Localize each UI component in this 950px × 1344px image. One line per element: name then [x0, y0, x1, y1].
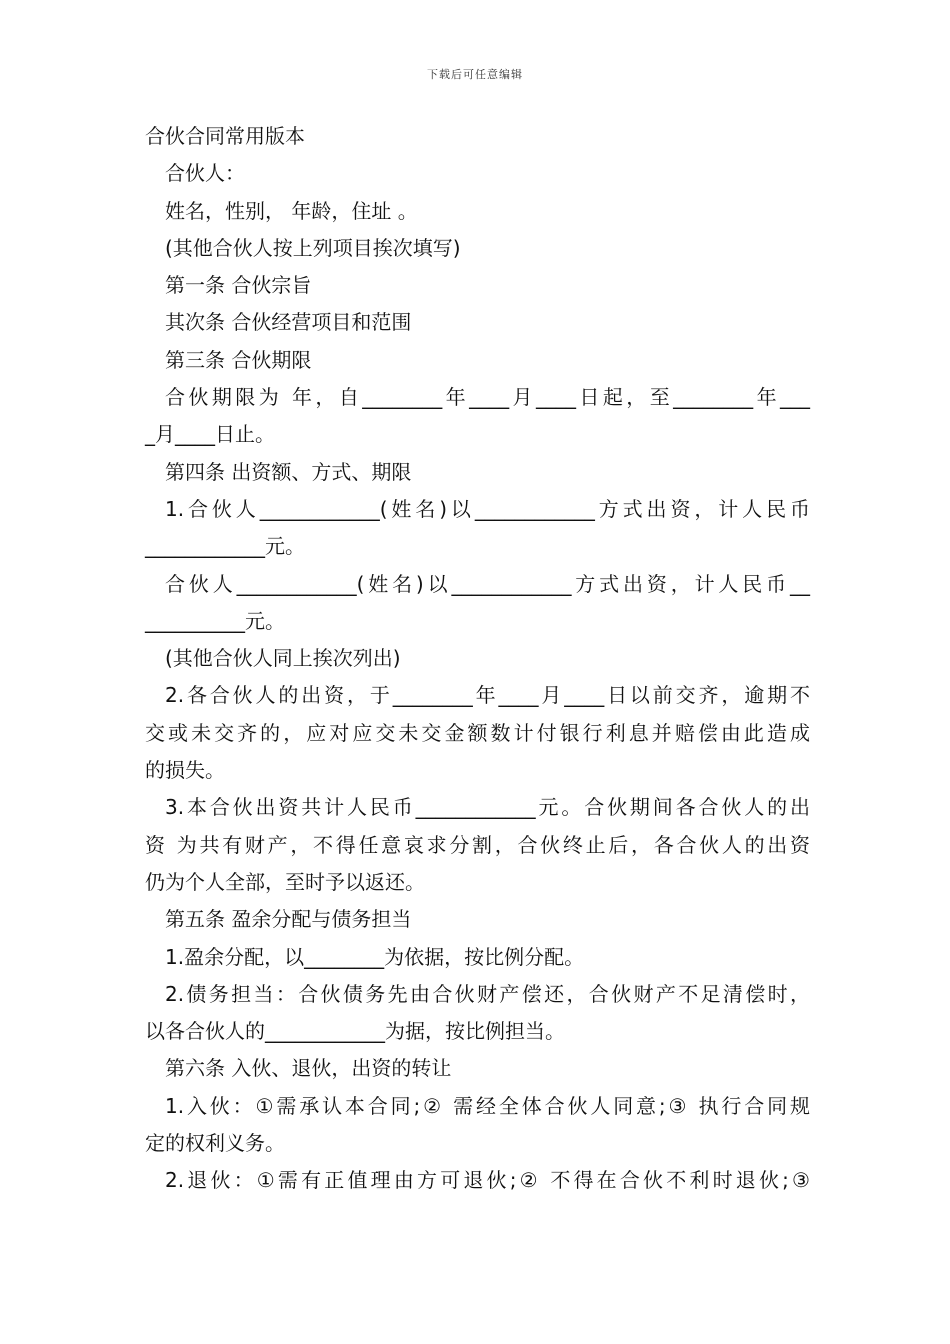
- partner-label: 合伙人：: [165, 161, 245, 186]
- paragraph-line: 1.盈余分配，以________为依据，按比例分配。: [165, 944, 585, 969]
- paragraph-line: 3.本合伙出资共计人民币____________元。合伙期间各合伙人的出: [165, 795, 810, 820]
- paragraph-line: 合伙期限为 年，自________年____月____日起，至________年___: [165, 385, 810, 410]
- paragraph-line: 1.合伙人____________(姓名)以____________方式出资，计人民币: [165, 496, 810, 521]
- article-6-heading: 第六条 入伙、退伙，出资的转让: [165, 1056, 452, 1081]
- page-header: 下载后可任意编辑: [427, 68, 523, 81]
- paragraph-line: 的损失。: [145, 758, 225, 783]
- paragraph-line: 交或未交齐的，应对应交未交金额数计付银行利息并赔偿由此造成: [145, 720, 810, 745]
- paragraph-line: __________元。: [145, 608, 285, 633]
- paragraph-line: ____________元。: [145, 534, 305, 559]
- article-5-heading: 第五条 盈余分配与债务担当: [165, 907, 412, 932]
- article-1-heading: 第一条 合伙宗旨: [165, 273, 312, 298]
- paragraph-line: 定的权利义务。: [145, 1131, 285, 1156]
- paragraph-line: 资 为共有财产，不得任意哀求分割，合伙终止后，各合伙人的出资: [145, 832, 810, 857]
- paragraph-line: 合伙人____________(姓名)以____________方式出资，计人民币__: [165, 571, 810, 596]
- paragraph-line: _月____日止。: [145, 422, 275, 447]
- article-4-heading: 第四条 出资额、方式、期限: [165, 459, 412, 484]
- paragraph-line: 2.债务担当：合伙债务先由合伙财产偿还，合伙财产不足清偿时，: [165, 981, 810, 1006]
- paragraph-line: 2.退伙：①需有正值理由方可退伙;② 不得在合伙不利时退伙;③: [165, 1168, 810, 1193]
- article-3-heading: 第三条 合伙期限: [165, 347, 312, 372]
- paragraph-line: 2.各合伙人的出资，于________年____月____日以前交齐，逾期不: [165, 683, 810, 708]
- article-2-heading: 其次条 合伙经营项目和范围: [165, 310, 412, 335]
- document-body: [145, 118, 810, 1200]
- partner-fields: 姓名，性别， 年龄，住址 。: [165, 198, 418, 223]
- paragraph-line: 1.入伙：①需承认本合同;② 需经全体合伙人同意;③ 执行合同规: [165, 1093, 810, 1118]
- paragraph-line: 仍为个人全部，至时予以返还。: [145, 869, 425, 894]
- document-title: 合伙合同常用版本: [145, 124, 305, 148]
- partner-note: (其他合伙人按上列项目挨次填写): [165, 235, 461, 260]
- paragraph-line: (其他合伙人同上挨次列出): [165, 646, 401, 671]
- paragraph-line: 以各合伙人的____________为据，按比例担当。: [145, 1019, 565, 1044]
